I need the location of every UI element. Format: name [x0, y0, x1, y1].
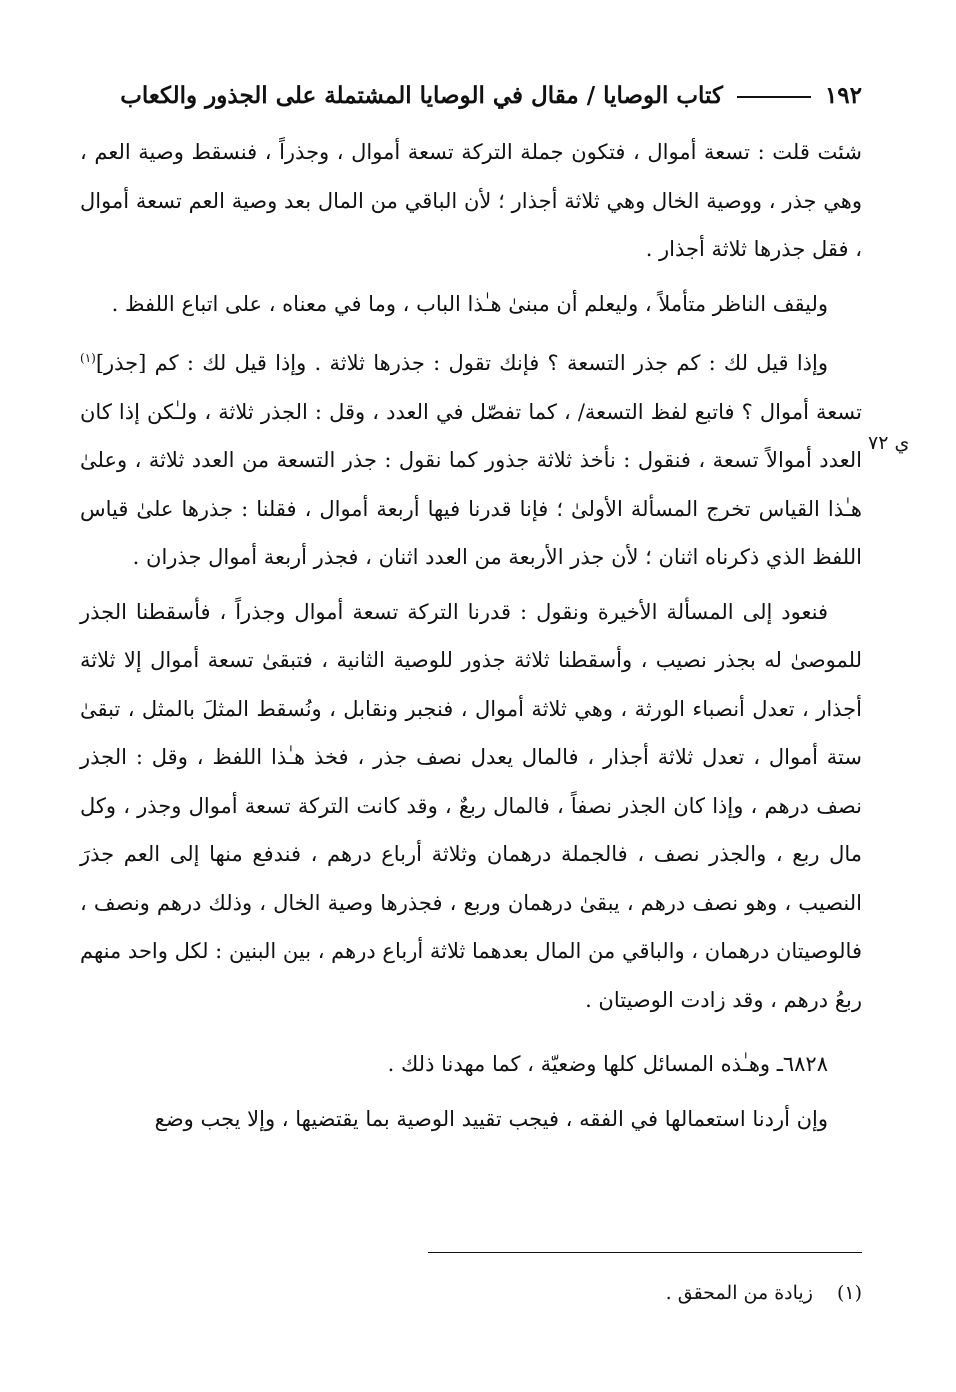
footnote-number: (١) — [836, 1282, 862, 1304]
main-text — [80, 128, 862, 1143]
paragraph-3-text: وإذا قيل لك : كم جذر التسعة ؟ فإنك تقول : جذرها ثلاثة . وإذا قيل لك : كم [جذر] — [95, 351, 828, 375]
paragraph-6: وإن أردنا استعمالها في الفقه ، فيجب تقييد الوصية بما يقتضيها ، وإلا يجب وضع — [154, 1106, 828, 1131]
margin-manuscript-ref: ي ٧٢ — [868, 432, 910, 454]
paragraph-1: شئت قلت : تسعة أموال ، فتكون جملة التركة تسعة أموال ، وجذراً ، فنسقط وصية العم ، وهي جذر ، ووصية الخال وهي ثلاثة أجذار ؛ لأن الباقي من المال بعد وصية العم تسعة أموال ، فقل جذرها ثلاثة أجذار . — [80, 140, 862, 261]
paragraph-4: فنعود إلى المسألة الأخيرة ونقول : قدرنا التركة تسعة أموال وجذراً ، فأسقطنا الجذر للموصىٰ له بجذر نصيب ، وأسقطنا ثلاثة جذور للوصية الثانية ، فتبقىٰ تسعة أموال إلا ثلاثة أجذار ، تعدل أنصباء الورثة ، وهي ثلاثة أموال ، فنجبر ونقابل ، ونُسقط المثلَ بالمثل ، تبقىٰ ستة أموال ، تعدل ثلاثة أجذار ، فالمال يعدل نصف جذر ، فخذ هـٰذا اللفظ ، وقل : الجذر نصف درهم ، وإذا كان الجذر نصفاً ، فالمال ربعٌ ، وقد كانت التركة تسعة أموال وجذر ، وكل مال ربع ، والجذر نصف ، فالجملة درهمان وثلاثة أرباع درهم ، فندفع منها إلى العم جذرَ النصيب ، وهو نصف درهم ، يبقىٰ درهمان وربع ، فجذرها وصية الخال ، وذلك درهم ونصف ، فالوصيتان درهمان ، والباقي من المال بعدهما ثلاثة أرباع درهم ، بين البنين : لكل واحد منهم ربعُ درهم ، وقد زادت الوصيتان . — [80, 599, 862, 1012]
header-dash — [737, 96, 811, 98]
paragraph-2: وليقف الناظر متأملاً ، وليعلم أن مبنىٰ هـٰذا الباب ، وما في معناه ، على اتباع اللفظ . — [111, 291, 828, 316]
running-header — [92, 82, 862, 109]
header-title: كتاب الوصايا / مقال في الوصايا المشتملة على الجذور والكعاب — [120, 82, 723, 109]
footnote-separator — [428, 1252, 862, 1253]
footnote-reference: (١) — [80, 351, 96, 365]
page-number: ١٩٢ — [824, 82, 862, 109]
footnote — [420, 1282, 862, 1304]
paragraph-3 — [80, 334, 862, 582]
footnote-text: زيادة من المحقق . — [665, 1282, 813, 1304]
paragraph-3-cont: تسعة أموال ؟ فاتبع لفظ التسعة/ ، كما تفصّل في العدد ، وقل : الجذر ثلاثة ، ولـٰكن إذا كان العدد أموالاً تسعة ، فنقول : نأخذ ثلاثة جذور كما نقول : جذر التسعة من العدد ثلاثة ، وعلىٰ هـٰذا القياس تخرج المسألة الأولىٰ ؛ فإنا قدرنا فيها أربعة أموال ، فقلنا : جذرها علىٰ قياس اللفظ الذي ذكرناه اثنان ؛ لأن جذر الأربعة من العدد اثنان ، فجذر أربعة أموال جذران . — [80, 399, 862, 569]
paragraph-5: ٦٨٢٨ـ وهـٰذه المسائل كلها وضعيّة ، كما مهدنا ذلك . — [387, 1052, 828, 1076]
